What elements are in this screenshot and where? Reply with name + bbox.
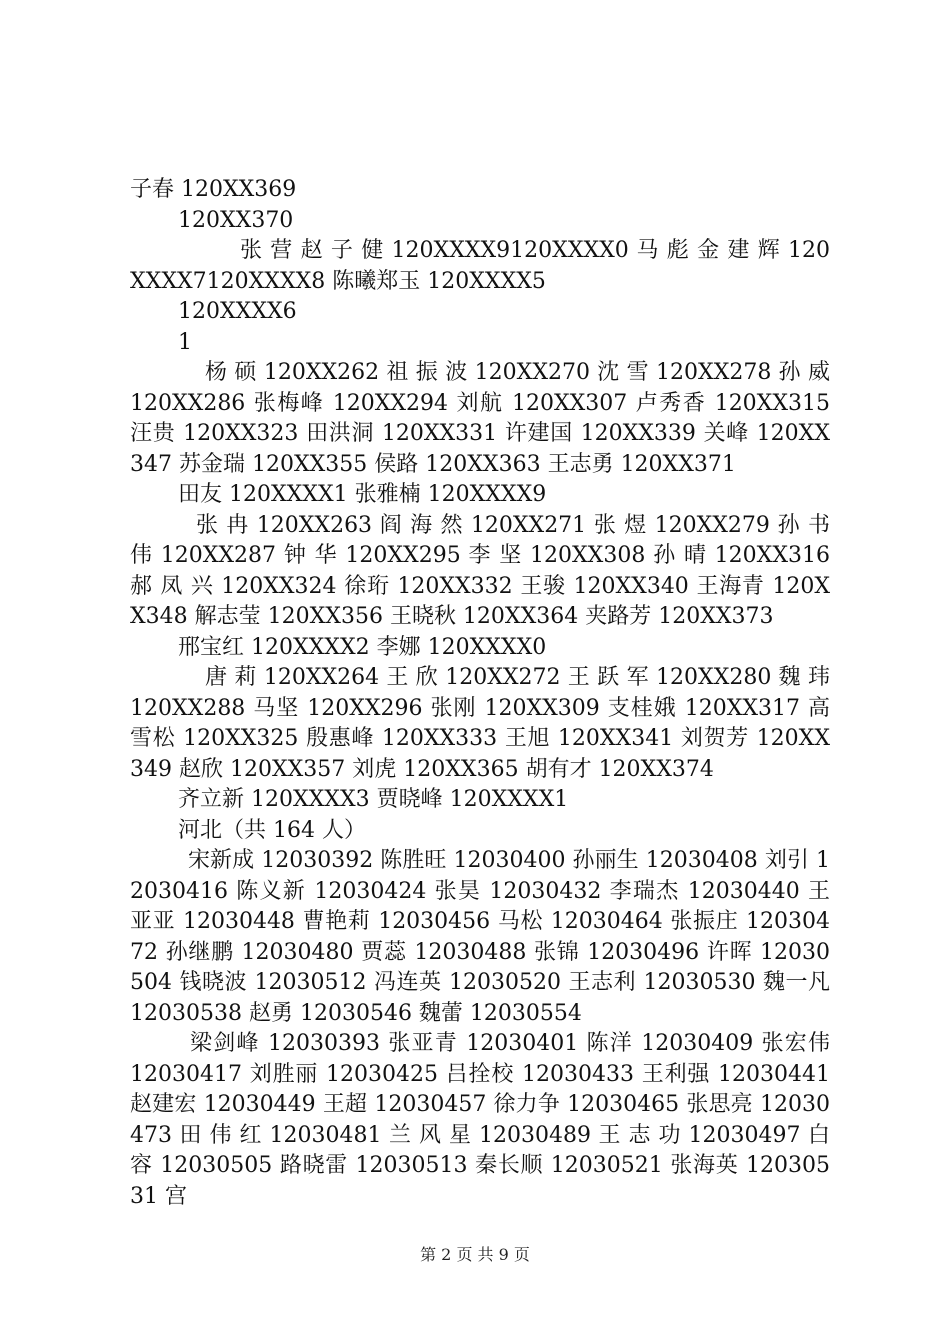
document-body: [130, 175, 830, 1212]
paragraph: 120XXXX6: [178, 299, 297, 324]
paragraph: 田友 120XXXX1 张雅楠 120XXXX9: [178, 482, 547, 507]
paragraph: 张 营 赵 子 健 120XXXX9120XXXX0 马 彪 金 建 辉 120XXXX7120XXXX8 陈曦郑玉 120XXXX5: [130, 238, 830, 294]
paragraph: 120XX370: [178, 207, 294, 233]
page-footer: 第 2 页 共 9 页: [420, 1245, 530, 1264]
paragraph: 张 冉 120XX263 阎 海 然 120XX271 张 煜 120XX279 孙 书 伟 120XX287 钟 华 120XX295 李 坚 120XX308 孙 晴 120XX316 郝 凤 兴 120XX324 徐珩 120XX332 王骏 120XX340 王海青 120XX348 解志莹 120XX356 王晓秋 120XX364 夹路芳 120XX373: [130, 512, 830, 629]
paragraph: 唐 莉 120XX264 王 欣 120XX272 王 跃 军 120XX280 魏 玮 120XX288 马坚 120XX296 张刚 120XX309 支桂娥 120XX317 高雪松 120XX325 殷惠峰 120XX333 王旭 120XX341 刘贺芳 120XX349 赵欣 120XX357 刘虎 120XX365 胡有才 120XX374: [130, 665, 830, 782]
paragraph: 子春 120XX369: [130, 177, 297, 202]
paragraph: 杨 硕 120XX262 祖 振 波 120XX270 沈 雪 120XX278 孙 威 120XX286 张梅峰 120XX294 刘航 120XX307 卢秀香 120XX315 汪贵 120XX323 田洪洞 120XX331 许建国 120XX339 关峰 120XX347 苏金瑞 120XX355 侯路 120XX363 王志勇 120XX371: [130, 360, 830, 477]
paragraph: 梁剑峰 12030393 张亚青 12030401 陈洋 12030409 张宏伟 12030417 刘胜丽 12030425 吕拴校 12030433 王利强 12030441 赵建宏 12030449 王超 12030457 徐力争 12030465 张思亮 12030473 田 伟 红 12030481 兰 风 星 12030489 王 志 功 12030497 白 容 12030505 路晓雷 12030513 秦长顺 12030521 张海英 12030531 宫: [130, 1031, 830, 1209]
section-heading: 河北（共 164 人）: [178, 817, 366, 843]
paragraph: 宋新成 12030392 陈胜旺 12030400 孙丽生 12030408 刘引 12030416 陈义新 12030424 张昊 12030432 李瑞杰 12030440 王亚亚 12030448 曹艳莉 12030456 马松 12030464 张振庄 12030472 孙继鹏 12030480 贾蕊 12030488 张锦 12030496 许晖 12030504 钱晓波 12030512 冯连英 12030520 王志利 12030530 魏一凡 12030538 赵勇 12030546 魏蕾 12030554: [130, 848, 830, 1026]
paragraph: 1: [178, 329, 192, 355]
paragraph: 齐立新 120XXXX3 贾晓峰 120XXXX1: [178, 787, 569, 812]
paragraph: 邢宝红 120XXXX2 李娜 120XXXX0: [178, 634, 547, 660]
